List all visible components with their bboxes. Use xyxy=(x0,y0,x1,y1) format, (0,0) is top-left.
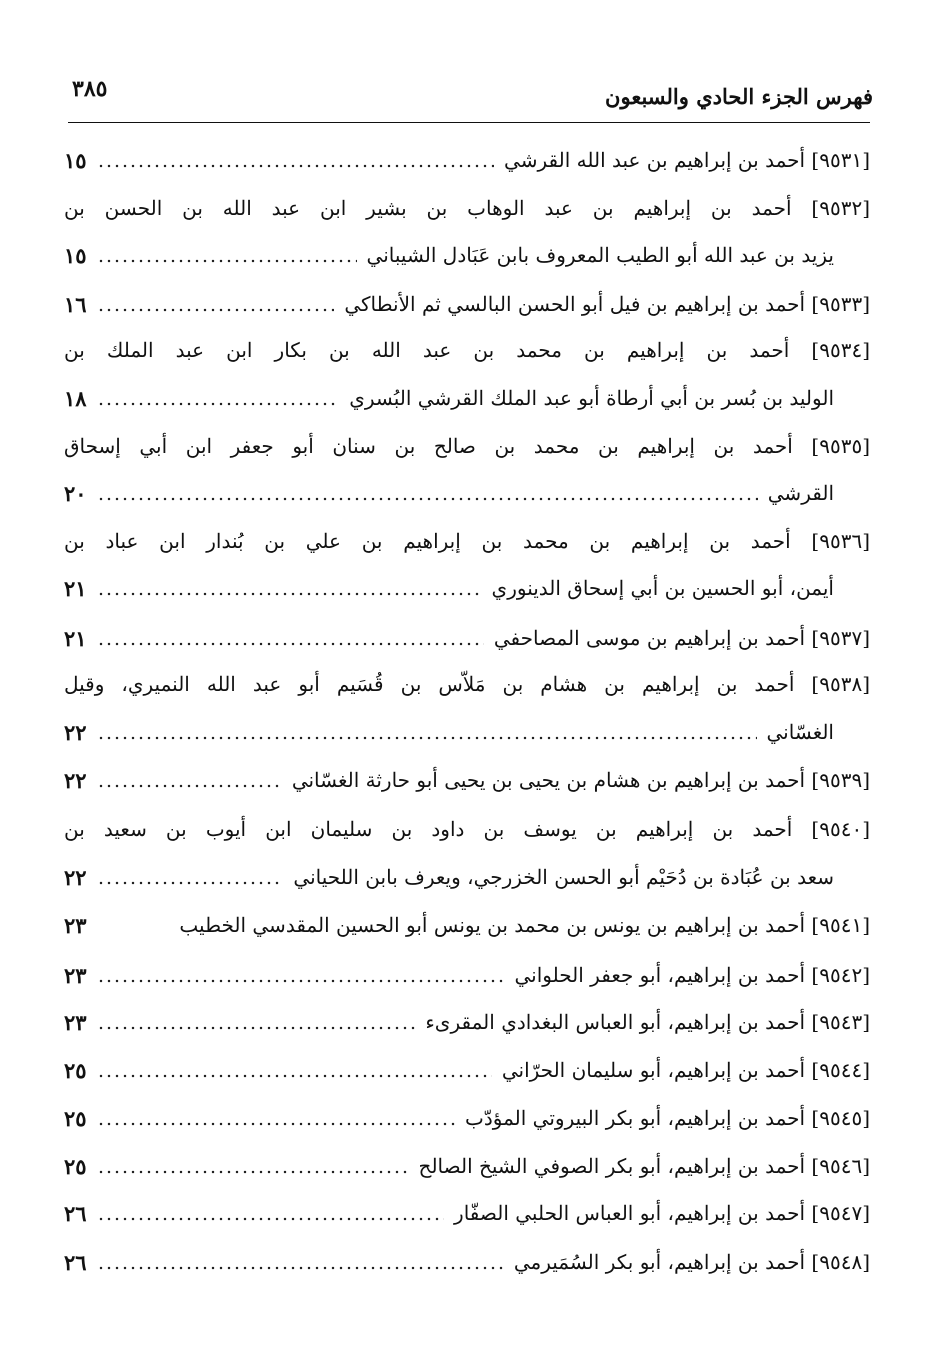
index-line xyxy=(64,1146,870,1186)
index-line xyxy=(64,1098,870,1138)
index-line xyxy=(64,330,870,370)
entry-page-number: ٢٢ xyxy=(64,864,87,890)
entry-text: [٩٥٤٠] أحمد بن إبراهيم بن يوسف بن داود بن سليمان ابن أيوب بن سعيد بن xyxy=(64,817,870,841)
entry-page-number: ١٨ xyxy=(64,385,87,411)
index-line xyxy=(64,1050,870,1090)
entry-text: الوليد بن بُسر بن أبي أرطاة أبو عبد الملك القرشي البُسري xyxy=(349,386,834,410)
dot-leader xyxy=(97,259,357,263)
entry-text: القرشي xyxy=(767,481,834,505)
entry-page-number: ٢٣ xyxy=(64,912,87,938)
entry-text: [٩٥٣٦] أحمد بن إبراهيم بن محمد بن إبراهيم بن علي بن بُندار ابن عباد بن xyxy=(64,529,870,553)
entry-text: [٩٥٣٨] أحمد بن إبراهيم بن هشام بن مَلاّس بن قُسَيم أبو عبد الله النميري، وقيل xyxy=(64,672,870,696)
entry-page-number: ٢١ xyxy=(64,625,87,651)
index-line xyxy=(64,1002,870,1042)
dot-leader xyxy=(97,164,494,168)
entry-text: [٩٥٣٢] أحمد بن إبراهيم بن عبد الوهاب بن بشير ابن عبد الله بن الحسن بن xyxy=(64,196,870,220)
index-line xyxy=(64,1193,870,1233)
dot-leader xyxy=(97,881,284,885)
entry-text: [٩٥٣١] أحمد بن إبراهيم بن عبد الله القرشي xyxy=(504,148,870,172)
index-line xyxy=(64,378,834,418)
entry-page-number: ١٦ xyxy=(64,291,87,317)
entry-text: [٩٥٤١] أحمد بن إبراهيم بن يونس بن محمد بن يونس أبو الحسين المقدسي الخطيب xyxy=(179,913,870,937)
entry-text: يزيد بن عبد الله أبو الطيب المعروف بابن عَبَادل الشيباني xyxy=(366,243,834,267)
entry-text: [٩٥٤٨] أحمد بن إبراهيم، أبو بكر السُمَيرمي xyxy=(513,1250,870,1274)
dot-leader xyxy=(97,1074,492,1078)
entry-page-number: ٢١ xyxy=(64,575,87,601)
dot-leader xyxy=(97,402,340,406)
dot-leader xyxy=(97,308,335,312)
entry-text: [٩٥٣٥] أحمد بن إبراهيم بن محمد بن صالح بن سنان أبو جعفر ابن أبي إسحاق xyxy=(64,434,870,458)
entry-text: [٩٥٣٤] أحمد بن إبراهيم بن محمد بن عبد الله بن بكار ابن عبد الملك بن xyxy=(64,338,870,362)
index-line xyxy=(64,955,870,995)
index-line xyxy=(64,618,870,658)
entry-text: الغسّاني xyxy=(766,720,834,744)
entry-page-number: ١٥ xyxy=(64,147,87,173)
index-line xyxy=(64,1242,870,1282)
entry-page-number: ٢٦ xyxy=(64,1200,87,1226)
index-line xyxy=(64,568,834,608)
dot-leader xyxy=(97,1217,444,1221)
entry-text: [٩٥٣٩] أحمد بن إبراهيم بن هشام بن يحيى بن يحيى أبو حارثة الغسّاني xyxy=(291,768,870,792)
index-line xyxy=(64,473,834,513)
dot-leader xyxy=(97,784,282,788)
entry-text: [٩٥٤٣] أحمد بن إبراهيم، أبو العباس البغدادي المقرىء xyxy=(425,1010,870,1034)
entry-text: [٩٥٤٥] أحمد بن إبراهيم، أبو بكر البيروتي المؤدّب xyxy=(465,1106,870,1130)
entry-text: [٩٥٤٧] أحمد بن إبراهيم، أبو العباس الحلبي الصفّار xyxy=(454,1201,870,1225)
entry-page-number: ٢٣ xyxy=(64,962,87,988)
entry-page-number: ٢٢ xyxy=(64,719,87,745)
index-line xyxy=(64,809,870,849)
index-line xyxy=(64,426,870,466)
dot-leader xyxy=(97,1170,409,1174)
index-line xyxy=(64,712,834,752)
entry-text: [٩٥٣٧] أحمد بن إبراهيم بن موسى المصاحفي xyxy=(493,626,870,650)
index-line xyxy=(64,140,870,180)
index-line xyxy=(64,235,834,275)
entry-text: [٩٥٤٢] أحمد بن إبراهيم، أبو جعفر الحلواني xyxy=(514,963,870,987)
dot-leader xyxy=(97,1122,455,1126)
page-number: ٣٨٥ xyxy=(72,76,108,102)
entry-page-number: ٢٠ xyxy=(64,480,87,506)
entry-page-number: ٢٥ xyxy=(64,1105,87,1131)
index-line xyxy=(64,521,870,561)
dot-leader xyxy=(97,979,505,983)
entry-text: سعد بن عُبَادة بن دُحَيْم أبو الحسن الخزرجي، ويعرف بابن اللحياني xyxy=(293,865,834,889)
entry-page-number: ٢٣ xyxy=(64,1009,87,1035)
entry-text: [٩٥٤٤] أحمد بن إبراهيم، أبو سليمان الحرّاني xyxy=(501,1058,870,1082)
index-line xyxy=(64,905,870,945)
entry-page-number: ٢٥ xyxy=(64,1153,87,1179)
running-header-title: فهرس الجزء الحادي والسبعون xyxy=(605,84,873,109)
index-line xyxy=(64,760,870,800)
entry-page-number: ٢٥ xyxy=(64,1057,87,1083)
dot-leader xyxy=(97,736,757,740)
dot-leader xyxy=(97,1026,416,1030)
index-line xyxy=(64,664,870,704)
entry-page-number: ٢٢ xyxy=(64,767,87,793)
index-line xyxy=(64,857,834,897)
dot-leader xyxy=(97,1266,504,1270)
index-line xyxy=(64,284,870,324)
dot-leader xyxy=(97,497,758,501)
entry-text: [٩٥٤٦] أحمد بن إبراهيم، أبو بكر الصوفي الشيخ الصالح xyxy=(418,1154,870,1178)
entry-text: أيمن، أبو الحسين بن أبي إسحاق الدينوري xyxy=(491,576,834,600)
index-line xyxy=(64,188,870,228)
dot-leader xyxy=(97,592,482,596)
dot-leader xyxy=(97,642,484,646)
entry-page-number: ٢٦ xyxy=(64,1249,87,1275)
entry-page-number: ١٥ xyxy=(64,242,87,268)
entry-text: [٩٥٣٣] أحمد بن إبراهيم بن فيل أبو الحسن البالسي ثم الأنطاكي xyxy=(344,292,870,316)
